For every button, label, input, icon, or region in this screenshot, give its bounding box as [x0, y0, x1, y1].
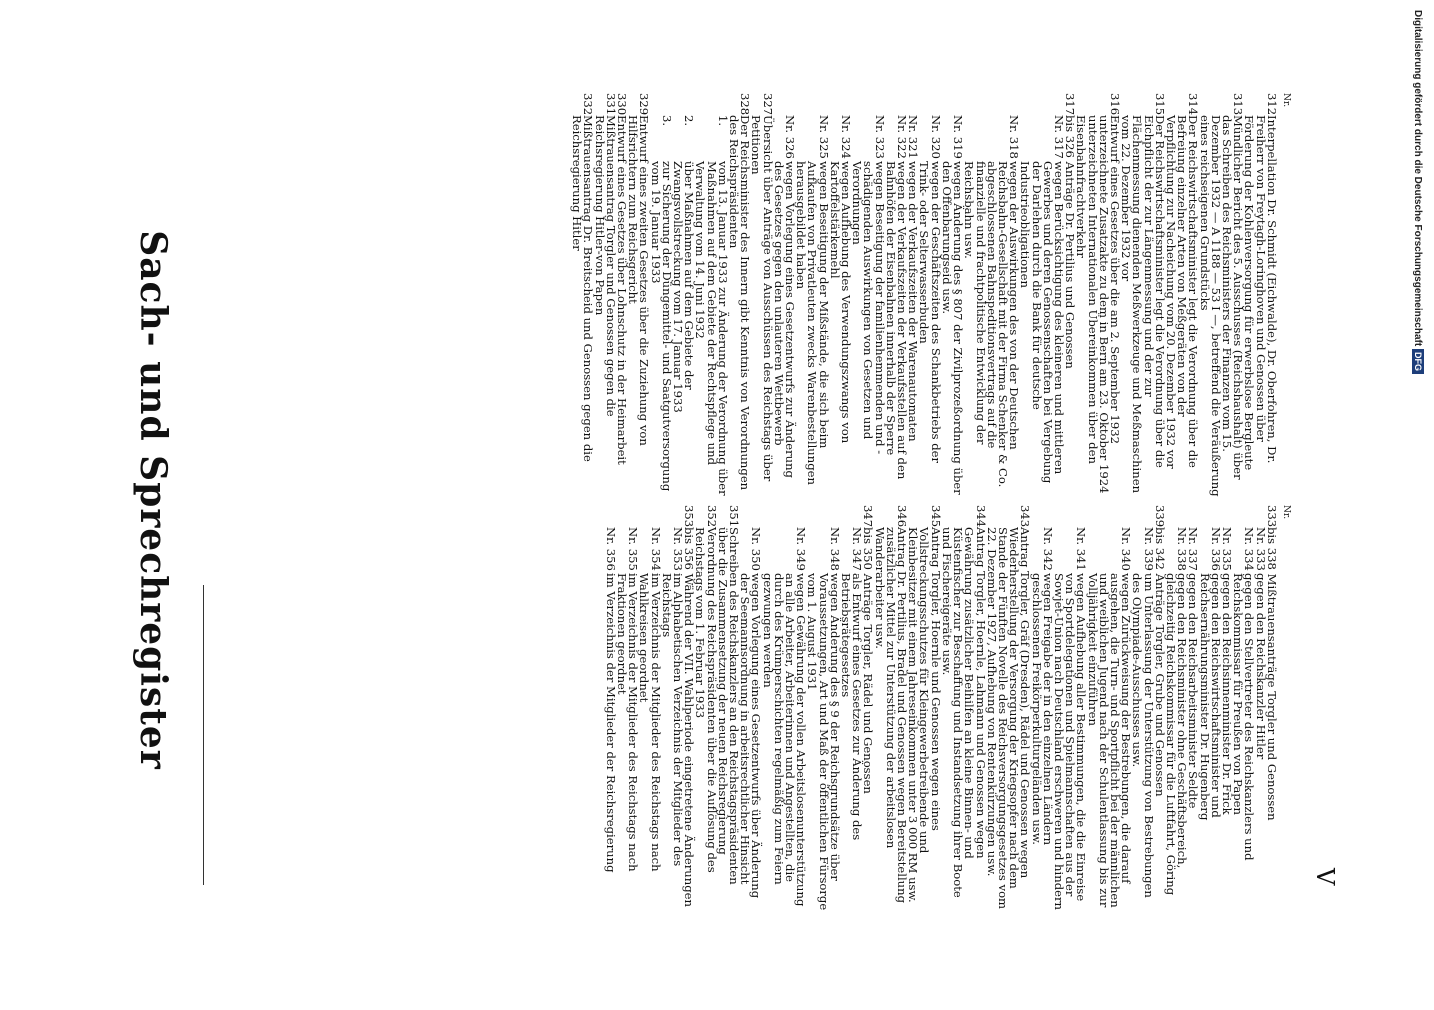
subentry-text: wegen Berücksichtigung des kleineren und mittleren Gewerbes und deren Genossenschaften bei Vergebung der Darlehen durch die Bank für deutsche Industrieobligationen: [1018, 161, 1066, 484]
subentry-number: Nr. 318: [1007, 115, 1022, 159]
index-entry: [715, 505, 742, 915]
entry-number: 314: [1186, 93, 1201, 116]
subentry-text: wegen Vorlegung eines Gesetzentwurfs über Änderung der Seemannsordnung in arbeitsrechtlicher Hinsicht: [738, 573, 764, 899]
subentry-text: wegen der Verkaufszeiten der Warenautomaten: [906, 161, 921, 442]
subentry-number: Nr. 338: [1175, 527, 1190, 571]
index-subentry: [1231, 505, 1257, 915]
index-subentry: [1197, 505, 1223, 915]
entry-text: bis 342 Anträge Torgler, Grube und Genossen: [1152, 527, 1167, 797]
index-subentry: [1085, 505, 1134, 915]
subentry-number: Nr. 321: [906, 115, 921, 159]
entry-text: Mißtrauensantrag Dr. Breitscheid und Genossen gegen die Reichsregierung Hitler: [570, 115, 596, 462]
index-subentry: [771, 93, 798, 498]
subentry-number: 1.: [715, 115, 730, 127]
digitization-note-row: [1404, 10, 1424, 1010]
subentry-text: um Unterlassung der Unterstützung von Bestrebungen des Olympiade-Ausschusses usw.: [1130, 573, 1156, 898]
entry-text: Antrag Torgler, Hoernle, Lahmann und Genossen wegen Gewährung zusätzlicher Beihilfen an kleine Binnen- und Küstenfischer zur Beschaffung und Instandsetzung ihrer Boote und Fischereigeräte usw.: [939, 527, 988, 898]
subentry-number: 2.: [682, 115, 697, 127]
index-subentry: [1130, 505, 1156, 915]
subentry-text: wegen Aufhebung des Verwendungszwangs von Kartoffelstärkemehl: [827, 161, 854, 444]
entry-number: 353: [682, 505, 697, 528]
subentry-text: wegen Aufhebung aller Bestimmungen, die die Einreise von Sportdelegationen und Spielmannschaften aus der Sowjet-Union nach Deutschland erschweren und hindern: [1051, 573, 1089, 910]
subentry-text: wegen Beseitigung der familienhemmenden und -schädigenden Auswirkungen von Gesetzen und Verordnungen: [850, 161, 887, 455]
index-subentry: [839, 505, 865, 915]
subentry-number: Nr. 347: [850, 527, 865, 571]
index-subentry: [795, 93, 829, 498]
entry-text: Der Reichsminister des Innern gibt Kenntnis von Verordnungen des Reichspräsidenten: [727, 115, 753, 491]
entry-text: bis 350 Anträge Torgler, Rädel und Genossen: [861, 527, 876, 794]
index-subentry: [738, 505, 764, 915]
subentry-text: wegen Zurückweisung der Bestrebungen, die darauf ausgehen, die Turn- und Sportpflicht bei der männlichen und weiblichen Jugend nach der Schulentlassung bis zur Volljährigkeit einzuführen: [1085, 573, 1134, 908]
subentry-number: Nr. 319: [951, 115, 966, 159]
entry-text: Antrag Dr. Pertilius, Bradel und Genossen wegen Bereitstellung zusätzlicher Mittel zur Unterstützung der arbeitslosen Wanderarbeiter usw.: [872, 527, 910, 904]
index-entry: [1197, 93, 1246, 498]
entry-number: 328: [738, 93, 753, 116]
entry-number: 343: [1018, 505, 1033, 528]
index-subentry: [806, 505, 840, 915]
subentry-text: wegen Gewährung der vollen Arbeitslosenunterstützung an alle Arbeiter, Arbeiterinnen und Angestellten, die durch des Krümperschichten regelmäßig zum Feiern gezwungen werden: [760, 573, 809, 907]
subentry-number: Nr. 348: [827, 527, 842, 571]
subentry-text: über Maßnahmen auf dem Gebiete der Zwangsvollstreckung vom 17. Januar 1933: [671, 161, 697, 413]
index-subentry: [605, 505, 616, 915]
entry-text: Mündlicher Bericht des 5. Ausschusses (Reichshaushalt) über das Schreiben des Reichsministers der Finanzen vom 15. Dezember 1932 — A 1188 — 53 I —, betreffend die Veräußerung eines reichseigenen Grundstücks: [1197, 115, 1246, 497]
subentry-text: wegen Freigabe der in den einzelnen Ländern geschlossenen Freikörperkulturgeländen usw.: [1029, 573, 1055, 846]
index-subentry: [1163, 505, 1190, 915]
entry-text: bis 338 Mißtrauensanträge Torgler und Genossen: [1264, 527, 1279, 821]
subentry-text: als Entwurf eines Gesetzes zur Änderung des Betriebsrätegesetzes: [839, 573, 865, 841]
right-entries: [605, 505, 1277, 915]
index-entry: [1243, 93, 1277, 498]
subentry-number: Nr. 336: [1208, 527, 1223, 571]
subentry-number: Nr. 350: [749, 527, 764, 571]
index-entry: [986, 505, 1031, 915]
entry-text: Der Reichswirtschaftsminister legt die Verordnung über die Befreiung einzelner Arten von Meßgeräten von der Verpflichtung zur Nacheichung vom 20. Dezember 1932 vor: [1163, 115, 1201, 469]
subentry-number: Nr. 317: [1051, 115, 1066, 159]
index-entry: [727, 93, 753, 498]
subentry-number: Nr. 354: [648, 527, 663, 571]
entry-number: 346: [895, 505, 910, 528]
entry-number: 313: [1231, 93, 1246, 116]
digitization-note: Digitalisierung gefördert durch die Deutsche Forschungsgemeinschaft: [1412, 10, 1423, 347]
subentry-text: im Verzeichnis der Mitglieder des Reichstags nach Fraktionen geordnet: [615, 573, 641, 872]
subentry-text: wegen Beseitigung der Mißstände, die sich beim Aufkaufen von Privatleuten zwecks Warenbestellungen herausgebildet haben: [794, 161, 831, 485]
entry-number: 330: [615, 93, 630, 116]
subentry-text: zur Sicherung der Düngemittel- und Saatgutversorgung vom 19. Januar 1933: [648, 161, 674, 492]
entry-number: 327: [760, 93, 775, 116]
entry-number: 329: [637, 93, 652, 116]
entry-number: 312: [1264, 93, 1279, 116]
index-subentry: [883, 93, 910, 498]
subentry-text: gegen den Reichskanzler Hitler: [1253, 573, 1268, 760]
index-subentry: [648, 93, 674, 498]
subentry-number: Nr. 334: [1242, 527, 1257, 571]
subentry-number: Nr. 342: [1040, 527, 1055, 571]
subentry-number: Nr. 356: [603, 527, 618, 571]
index-subentry: [694, 93, 728, 498]
subentry-number: Nr. 325: [816, 115, 831, 159]
subentry-number: Nr. 340: [1119, 527, 1134, 571]
entry-number: 317: [1063, 93, 1078, 116]
index-subentry: [827, 93, 854, 498]
subentry-number: Nr. 322: [895, 115, 910, 159]
index-subentry: [962, 93, 1022, 498]
entry-number: 345: [928, 505, 943, 528]
entry-text: bis 326 Anträge Dr. Pertilius und Genossen: [1063, 115, 1078, 369]
index-subentry: [851, 93, 885, 498]
subentry-number: Nr. 339: [1141, 527, 1156, 571]
index-entry: [749, 93, 775, 498]
digitization-strip: [1408, 0, 1428, 1000]
entry-text: Entwurf eines Gesetzes über die am 2. September 1932 unterzeichnete Zusatzakte zu dem in Bern am 23. Oktober 1924 unterzeichneten Internationalen Übereinkommen über den Eisenbahnfrachtverkehr: [1074, 115, 1122, 494]
subentry-text: gegen den Reichsinnenminister Dr. Frick: [1219, 573, 1234, 815]
subentry-text: gegen den Stellvertreter des Reichskanzlers und Reichskommissar für Preußen von Papen: [1231, 573, 1257, 861]
subentry-number: Nr. 355: [626, 527, 641, 571]
index-subentry: [1253, 505, 1268, 915]
index-entry: [1165, 93, 1199, 498]
entry-text: Mißtrauensantrag Torgler und Genossen gegen die Reichsregierung Hitler-von Papen: [592, 115, 618, 417]
entry-text: bis 356 Während der VII. Wahlperiode eingetretene Änderungen: [682, 527, 697, 907]
column-header: Nr.: [1281, 505, 1291, 520]
entry-number: 344: [973, 505, 988, 528]
entry-number: 316: [1107, 93, 1122, 116]
index-subentry: [671, 93, 697, 498]
index-entry: [872, 505, 910, 915]
left-entries: [571, 93, 1277, 498]
column-header: Nr.: [1281, 93, 1291, 108]
entry-number: 331: [603, 93, 618, 116]
index-subentry: [1029, 505, 1055, 915]
index-subentry: [760, 505, 809, 915]
index-entry: [907, 505, 941, 915]
entry-number: 339: [1152, 505, 1167, 528]
entry-text: Interpellation Dr. Schmidt (Eichwalde), Dr. Oberfohren, Dr. Freiherr von Freytagh-Loringhoven und Genossen über Förderung der Kohlenversorgung für erwerbslose Bergleute: [1242, 115, 1279, 471]
subentry-text: wegen Vorlegung eines Gesetzentwurfs zur Änderung des Gesetzes gegen den unlauteren Wettbewerb: [771, 161, 798, 478]
subentry-text: wegen der Verkaufszeiten der Verkaufsstellen auf den Bahnhöfen der Eisenbahnen innerhalb der Sperre: [883, 161, 910, 480]
index-entry: [1120, 93, 1165, 498]
subentry-number: Nr. 353: [671, 527, 686, 571]
index-subentry: [917, 93, 943, 498]
entry-number: 347: [861, 505, 876, 528]
subentry-text: im Verzeichnis der Mitglieder des Reichstags nach Wahlkreisen geordnet: [637, 573, 663, 872]
entry-text: Antrag Torgler, Hoernle und Genossen wegen eines Vollstreckungsschutzes für Kleingewerbetreibende und Kleinbesitzer mit einem Jahreseinkommen unter 3 000 RM usw.: [906, 527, 943, 903]
index-subentry: [659, 505, 686, 915]
subentry-number: Nr. 335: [1219, 527, 1234, 571]
index-entry: [1075, 93, 1120, 498]
left-column: [571, 93, 1291, 498]
entry-text: Der Reichswirtschaftsminister legt die Verordnung über die Eichpflicht der zur Längenmessung und der zur Flächenmessung dienenden Meßwerkzeuge und Meßmaschinen vom 22. Dezember 1932 vor: [1119, 115, 1167, 494]
entry-number: 315: [1152, 93, 1167, 116]
subentry-text: wegen der Auswirkungen des von der Deutschen Reichsbahn-Gesellschaft mit der Firma Schenker & Co. abgeschlossenen Bahnspeditionsvertrags auf die finanzielle und frachtpolitische Entwicklung der Reichsbahn usw.: [962, 161, 1022, 488]
entry-text: Entwurf eines Gesetzes über Lohnschutz in der Heimarbeit: [615, 115, 630, 465]
entry-text: Entwurf eines zweiten Gesetzes über die Zuziehung von Hilfsrichtern zum Reichsgericht: [626, 115, 652, 446]
subentry-text: wegen Änderung des § 9 der Reichsgrundsätze über Voraussetzungen, Art und Maß der öffentlichen Fürsorge vom 1. August 1931: [805, 573, 842, 911]
entry-text: Antrag Torgler, Gräf (Dresden), Rädel und Genossen wegen Wiederherstellung der Versorgung der Kriegsopfer nach dem Stande der Fünften Novelle des Reichsversorgungsgesetzes vom 22. Dezember 1927, Aufhebung von Rentenkürzungen usw.: [984, 527, 1033, 910]
index-subentry: [1053, 505, 1087, 915]
dfg-logo: DFG: [1412, 349, 1424, 374]
page-number: V: [1311, 868, 1339, 886]
entry-text: Schreiben des Reichskanzlers an den Reichstagspräsidenten über die Zusammensetzung der neuen Reichsregierung: [715, 527, 742, 885]
index-entry: [941, 505, 986, 915]
subentry-text: wegen Änderung des § 807 der Zivilprozeßordnung über den Offenbarungseid usw.: [939, 161, 966, 495]
entry-number: 352: [704, 505, 719, 528]
subentry-text: wegen der Geschäftszeiten des Schankbetriebs der Trink- oder Selterwasserbuden: [917, 161, 943, 464]
subentry-number: Nr. 337: [1186, 527, 1201, 571]
index-subentry: [939, 93, 966, 498]
subentry-number: 3.: [659, 115, 674, 127]
subentry-number: Nr. 324: [839, 115, 854, 159]
subentry-number: Nr. 349: [794, 527, 809, 571]
subentry-text: vom 13. Januar 1933 zur Änderung der Verordnung über Maßnahmen auf dem Gebiete der Rechtspflege und Verwaltung vom 14. Juni 1932: [693, 161, 730, 496]
subentry-text: gegen den Reichswirtschaftsminister und Reichsernährungsminister Dr. Hugenberg: [1197, 573, 1223, 821]
index-entry: [570, 93, 596, 498]
index-entry: [592, 93, 618, 498]
entry-number: 351: [727, 505, 742, 528]
entry-number: 333: [1264, 505, 1279, 528]
entry-number: 332: [581, 93, 596, 116]
entry-text: Verordnung des Reichspräsidenten über die Auflösung des Reichstags vom 1. Februar 1933: [693, 527, 719, 873]
subentry-number: Nr. 320: [928, 115, 943, 159]
index-subentry: [637, 505, 663, 915]
subentry-text: gegen den Reichsarbeitsminister Seldte: [1186, 573, 1201, 809]
subentry-text: gegen den Reichsminister ohne Geschäftsbereich, gleichzeitig Reichskommissar für die Luftfahrt, Göring: [1163, 573, 1190, 896]
index-entry: [626, 93, 652, 498]
subentry-number: Nr. 323: [872, 115, 887, 159]
right-column: [605, 505, 1291, 915]
index-entry: [693, 505, 719, 915]
index-subentry: [615, 505, 641, 915]
document-title: Sach- und Sprechregister: [132, 230, 174, 770]
subentry-number: Nr. 333: [1253, 527, 1268, 571]
subentry-text: im Verzeichnis der Mitglieder der Reichsregierung: [603, 573, 618, 873]
entry-text: Übersicht über Anträge von Ausschüssen des Reichstags über Petitionen: [749, 115, 775, 482]
index-subentry: [1019, 93, 1064, 498]
subentry-number: Nr. 326: [783, 115, 798, 159]
subentry-number: Nr. 341: [1074, 527, 1089, 571]
subentry-text: im Alphabetischen Verzeichnis der Mitglieder des Reichstags: [659, 573, 686, 867]
title-rule: [203, 585, 204, 885]
